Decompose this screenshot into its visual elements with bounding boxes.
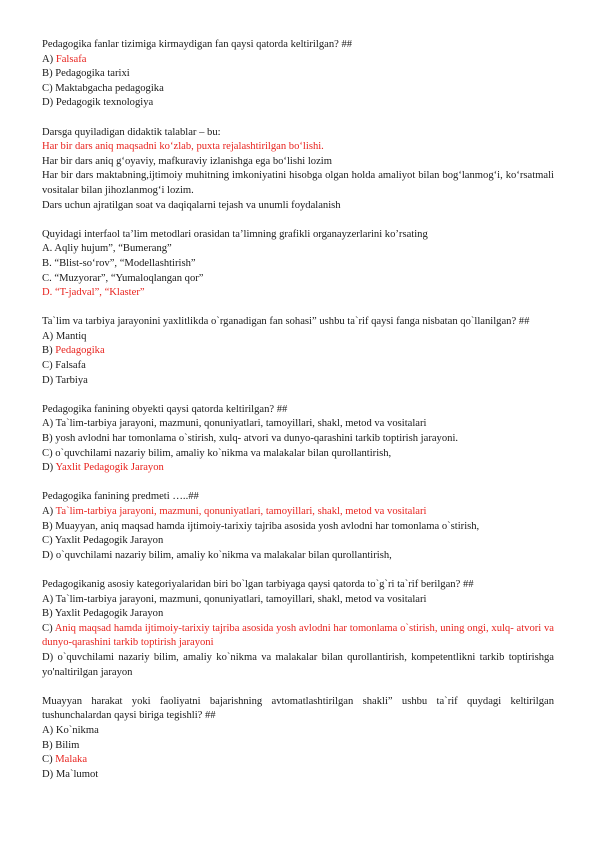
option-prefix: B): [42, 433, 56, 445]
option-prefix: D.: [42, 287, 55, 299]
option-text: Har bir dars aniq g‘oyaviy, mafkuraviy izlanishga ega bo‘lishi lozim: [42, 155, 332, 167]
option-prefix: D): [42, 549, 56, 561]
question-block: [42, 578, 554, 680]
answer-option: [42, 67, 554, 82]
question-block: [42, 228, 554, 301]
question-block: [42, 315, 554, 388]
correct-answer-text: Ta`lim-tarbiya jarayoni, mazmuni, qonuniyatlari, tamoyillari, shakl, metod va vositalari: [55, 506, 427, 517]
option-text: Tarbiya: [55, 374, 88, 386]
option-prefix: C): [42, 360, 56, 372]
option-prefix: B): [42, 345, 56, 357]
answer-option: [42, 461, 554, 476]
option-prefix: C): [42, 447, 56, 459]
answer-option: [42, 417, 554, 432]
answer-option: [42, 549, 554, 564]
answer-option: [42, 768, 554, 783]
answer-option: [42, 257, 554, 272]
correct-answer-text: Falsafa: [55, 53, 87, 65]
option-text: Pedagogika tarixi: [55, 68, 130, 80]
question-block: [42, 126, 554, 214]
question-block: [42, 38, 554, 111]
option-text: o`quvchilami nazariy bilim, amaliy ko`nikma va malakalar bilan qurollantirish, kompetentlikni tarkib toptirishga yo'naltirilgan jarayon: [42, 651, 555, 678]
answer-option: [42, 96, 554, 111]
option-prefix: B): [42, 608, 55, 620]
option-text: Aqliy hujum”, “Bumerang”: [54, 243, 172, 255]
answer-option: [42, 607, 554, 622]
answer-option: [42, 432, 554, 447]
answer-option: [42, 520, 554, 535]
option-text: o`quvchilami nazariy bilim, amaliy ko`nikma va malakalar bilan qurollantirish,: [55, 549, 392, 561]
option-prefix: D): [42, 768, 56, 780]
answer-option: [42, 359, 554, 374]
option-text: Mantiq: [55, 330, 87, 342]
question-text: Ta`lim va tarbiya jarayonini yaxlitlikda o`rganadigan fan sohasi” ushbu ta`rif qaysi fanga nisbatan qo`llanilgan? ##: [42, 316, 530, 328]
correct-answer-text: Yaxlit Pedagogik Jarayon: [55, 462, 164, 474]
option-text: Ma`lumot: [55, 768, 99, 780]
option-text: Bilim: [55, 739, 80, 751]
option-text: Ta`lim-tarbiya jarayoni, mazmuni, qonuniyatlari, tamoyillari, shakl, metod va vositalari: [55, 418, 427, 430]
option-text: Maktabgacha pedagogika: [55, 82, 164, 94]
option-prefix: A): [42, 330, 56, 342]
option-prefix: C): [42, 535, 55, 547]
question-text: Pedagogika fanining predmeti …..##: [42, 491, 199, 503]
answer-option: [42, 82, 554, 97]
answer-option: [42, 447, 554, 462]
option-text: Ta`lim-tarbiya jarayoni, mazmuni, qonuniyatlari, tamoyillari, shakl, metod va vositalari: [55, 593, 427, 605]
option-text: Muayyan, aniq maqsad hamda ijtimoiy-tarixiy tajriba asosida yosh avlodni har tomonlama o`stirish,: [55, 520, 480, 532]
correct-answer-text: Aniq maqsad hamda ijtimoiy-tarixiy tajriba asosida yosh avlodni har tomonlama o`stirish, uning ongi, xulq- atvori va dunyo-qarashini tarkib toptirish jarayoni: [42, 622, 554, 649]
correct-answer-text: Pedagogika: [55, 345, 105, 357]
question-text: Quyidagi interfaol ta’lim metodlari orasidan ta’limning grafikli organayzerlarini ko’rsating: [42, 228, 428, 240]
option-text: Ko`nikma: [55, 724, 99, 736]
correct-answer-text: “T-jadval”, “Klaster”: [54, 287, 145, 299]
option-text: Pedagogik texnologiya: [55, 97, 154, 109]
answer-option: [42, 272, 554, 287]
question-block: [42, 695, 554, 783]
answer-option: [42, 534, 554, 549]
option-prefix: B.: [42, 257, 55, 269]
option-prefix: D): [42, 374, 56, 386]
answer-option: [42, 753, 554, 768]
answer-option: [42, 344, 554, 359]
question-block: [42, 403, 554, 476]
answer-option: [42, 242, 554, 257]
option-prefix: C): [42, 754, 56, 766]
answer-option: [42, 593, 554, 608]
answer-option: [42, 374, 554, 389]
option-text: “Blist-so‘rov”, “Modellashtirish”: [54, 257, 196, 269]
option-prefix: A.: [42, 243, 55, 255]
answer-option: [42, 53, 554, 68]
option-text: “Muzyorar”, “Yumaloqlangan qor”: [54, 272, 204, 284]
question-text: Pedagogika fanlar tizimiga kirmaydigan fan qaysi qatorda keltirilgan? ##: [42, 39, 353, 50]
answer-option: [42, 505, 554, 520]
question-text: Pedagogikanig asosiy kategoriyalaridan biri bo`lgan tarbiyaga qaysi qatorda to`g`ri ta`rif berilgan? ##: [42, 578, 474, 590]
answer-option: [42, 651, 554, 680]
option-prefix: B): [42, 520, 56, 532]
answer-option: [42, 622, 554, 651]
option-text: o`quvchilami nazariy bilim, amaliy ko`nikma va malakalar bilan qurollantirish,: [55, 447, 392, 459]
answer-option: [42, 739, 554, 754]
option-prefix: A): [42, 724, 56, 736]
option-prefix: B): [42, 739, 56, 751]
correct-answer-text: Har bir dars aniq maqsadni ko‘zlab, puxta rejalashtirilgan bo‘lishi.: [42, 141, 324, 153]
option-prefix: A): [42, 506, 56, 517]
question-text: Muayyan harakat yoki faoliyatni bajarishning avtomatlashtirilgan shakli” ushbu ta`rif quydagi keltirilgan tushunchalardan qaysi biriga tegishli? ##: [42, 695, 554, 722]
correct-answer-text: Malaka: [55, 754, 88, 766]
question-block: [42, 490, 554, 563]
answer-option: [42, 724, 554, 739]
option-prefix: C.: [42, 272, 55, 284]
option-prefix: D): [42, 651, 58, 663]
option-text: Yaxlit Pedagogik Jarayon: [54, 535, 164, 547]
option-text: Falsafa: [55, 360, 86, 372]
option-prefix: D): [42, 462, 56, 474]
document-page: [42, 38, 554, 797]
option-text: yosh avlodni har tomonlama o`stirish, xulq- atvori va dunyo-qarashini tarkib toptirish jarayoni.: [55, 433, 459, 445]
answer-option: [42, 330, 554, 345]
option-prefix: C): [42, 622, 55, 634]
option-text: Dars uchun ajratilgan soat va daqiqalarni tejash va unumli foydalanish: [42, 199, 341, 211]
option-prefix: A): [42, 593, 56, 605]
answer-option: [42, 286, 554, 301]
option-text: Yaxlit Pedagogik Jarayon: [54, 608, 164, 620]
option-prefix: A): [42, 53, 56, 65]
question-text: Pedagogika fanining obyekti qaysi qatorda keltirilgan? ##: [42, 403, 288, 415]
option-text: Har bir dars maktabning,ijtimoiy muhitning imkoniyatini hisobga olgan holda amaliyot bilan bog‘lanmog‘i, ko‘rsatmali vositalar bilan jihozlanmog‘i lozim.: [42, 170, 554, 196]
option-prefix: B): [42, 68, 56, 80]
question-text: Darsga quyiladigan didaktik talablar – bu:: [42, 126, 221, 138]
option-prefix: A): [42, 418, 56, 430]
option-prefix: C): [42, 82, 56, 94]
option-prefix: D): [42, 97, 56, 109]
